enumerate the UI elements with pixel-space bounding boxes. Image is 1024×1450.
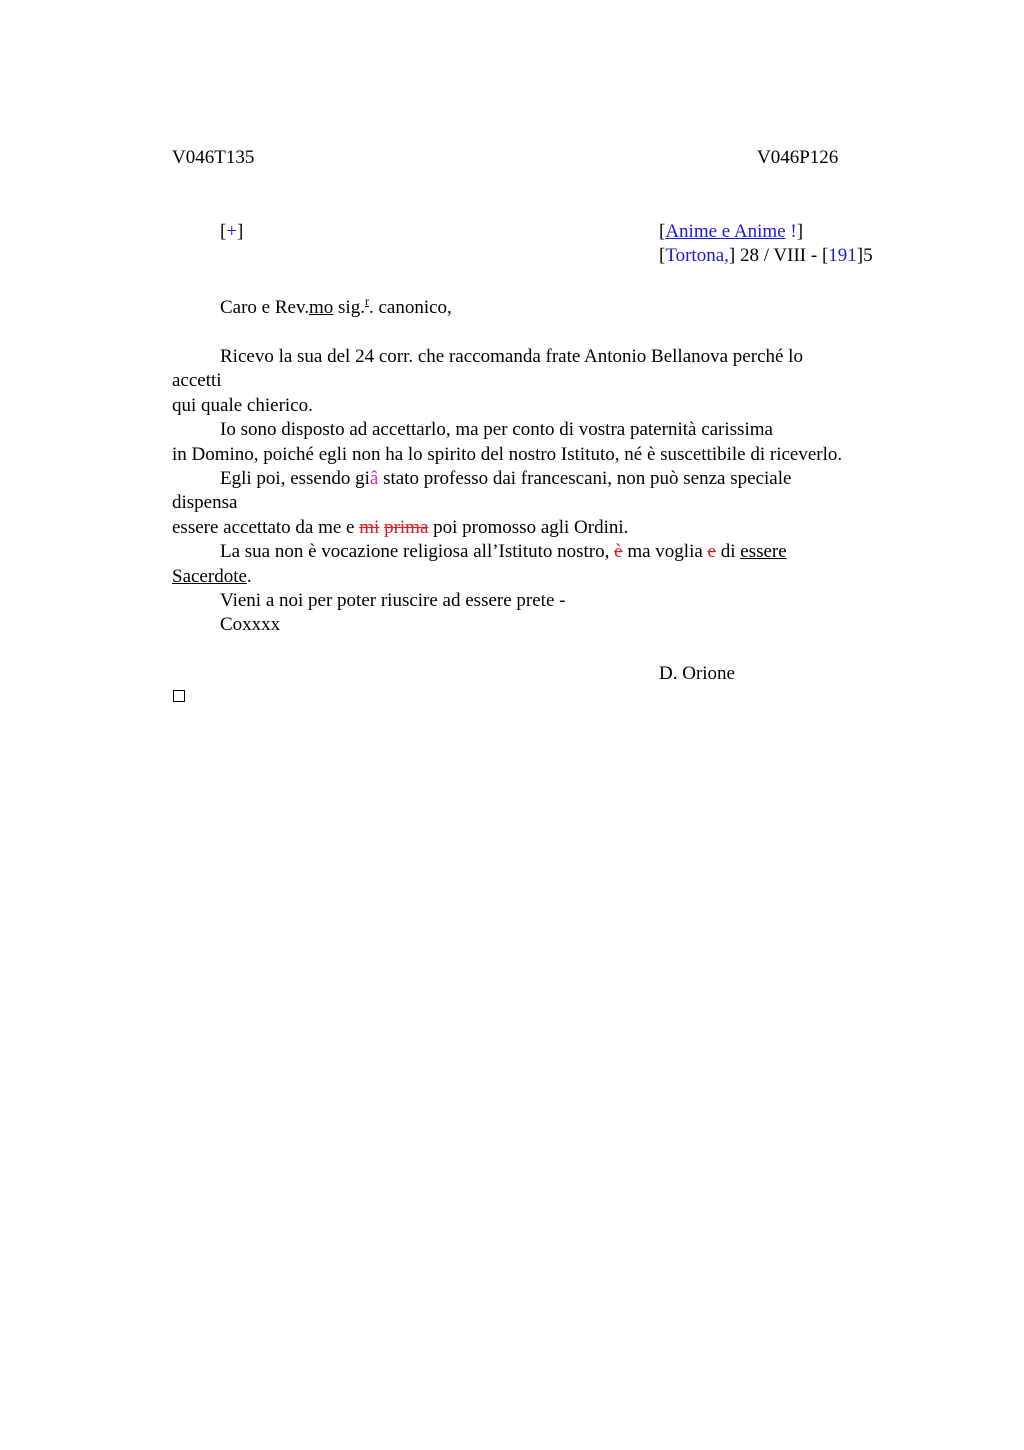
salutation: Caro e Rev.mo sig.$^r$. canonico, bbox=[220, 294, 452, 318]
body-line: qui quale chierico. bbox=[172, 394, 313, 416]
body-line: Io sono disposto ad accettarlo, ma per conto di vostra paternità carissima bbox=[220, 419, 773, 441]
underlined-text: Sacerdote bbox=[172, 565, 247, 587]
cross-symbol: + bbox=[226, 221, 238, 242]
corrected-accent: â bbox=[369, 468, 379, 490]
body-line: Egli poi, essendo giâ stato professo dai francescani, non può senza speciale bbox=[220, 468, 792, 490]
year-prefix: 191 bbox=[828, 245, 857, 266]
signature: D. Orione bbox=[659, 663, 735, 684]
cross-mark: [+] bbox=[220, 221, 244, 242]
place-name: Tortona, bbox=[665, 245, 729, 266]
body-line: accetti bbox=[172, 370, 222, 392]
body-line: Sacerdote. bbox=[172, 565, 252, 587]
body-line: La sua non è vocazione religiosa all’Istituto nostro, è ma voglia e di essere bbox=[220, 541, 787, 563]
body-line: Ricevo la sua del 24 corr. che raccomanda frate Antonio Bellanova perché lo bbox=[220, 346, 803, 367]
deleted-text: prima bbox=[384, 516, 429, 538]
letter-title: [Anime e Anime !] bbox=[659, 221, 804, 242]
place-date: [Tortona,] 28 / VIII - [191]5 bbox=[659, 245, 873, 266]
title-link[interactable]: Anime e Anime bbox=[665, 221, 786, 242]
body-line: in Domino, poiché egli non ha lo spirito del nostro Istituto, né è suscettibile di riceverlo. bbox=[172, 443, 843, 465]
deleted-text: e bbox=[707, 541, 716, 563]
body-line: Vieni a noi per poter riuscire ad essere prete - bbox=[220, 590, 566, 612]
page-code-right: V046P126 bbox=[757, 147, 839, 168]
underlined-text: essere bbox=[740, 541, 787, 563]
body-line: essere accettato da me e mi prima poi promosso agli Ordini. bbox=[172, 516, 629, 538]
deleted-text: mi bbox=[359, 516, 380, 538]
document-code-left: V046T135 bbox=[172, 147, 255, 168]
body-line: dispensa bbox=[172, 492, 238, 514]
checkbox-square-icon[interactable] bbox=[173, 690, 185, 702]
body-line: Coxxxx bbox=[220, 614, 281, 636]
letter-body bbox=[172, 345, 902, 638]
deleted-text: è bbox=[614, 541, 623, 563]
